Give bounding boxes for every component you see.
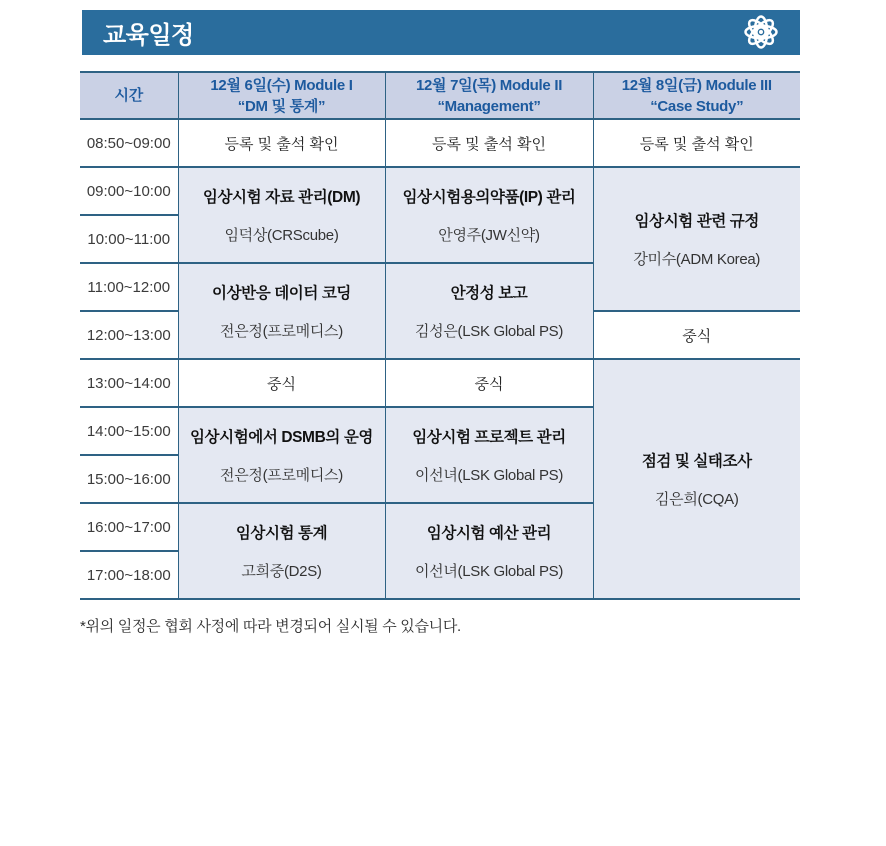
session-cell-m3-inspection (593, 359, 800, 599)
session-title: 임상시험 통계 (235, 525, 328, 542)
schedule-table (80, 71, 800, 600)
session-speaker: 고희중(D2S) (241, 563, 322, 580)
time-cell: 13:00~14:00 (80, 359, 178, 407)
day-header-date: 12월 6일(수) Module I (210, 76, 353, 94)
day-header-module2 (385, 72, 593, 119)
time-column-header: 시간 (80, 72, 178, 119)
session-title: 임상시험 예산 관리 (426, 525, 552, 542)
session-speaker: 강미수(ADM Korea) (633, 251, 761, 268)
time-cell: 12:00~13:00 (80, 311, 178, 359)
session-speaker: 안영주(JW신약) (438, 227, 540, 244)
session-title: 안정성 보고 (450, 285, 528, 302)
session-title: 점검 및 실태조사 (641, 453, 752, 470)
session-speaker: 전은정(프로메디스) (220, 467, 343, 484)
time-cell: 17:00~18:00 (80, 551, 178, 599)
session-title: 임상시험 자료 관리(DM) (202, 189, 361, 206)
session-title: 임상시험 관련 규정 (634, 213, 759, 230)
registration-cell-m3: 등록 및 출석 확인 (593, 119, 800, 167)
session-title: 임상시험에서 DSMB의 운영 (189, 429, 373, 446)
session-title: 임상시험용의약품(IP) 관리 (402, 189, 576, 206)
table-row (80, 119, 800, 167)
time-cell: 09:00~10:00 (80, 167, 178, 215)
session-cell-m1-coding (178, 263, 385, 359)
session-title: 이상반응 데이터 코딩 (212, 285, 351, 302)
session-cell-m1-dm (178, 167, 385, 263)
time-cell: 15:00~16:00 (80, 455, 178, 503)
time-cell: 14:00~15:00 (80, 407, 178, 455)
session-speaker: 이선녀(LSK Global PS) (414, 467, 564, 484)
day-header-topic: “Management” (437, 97, 541, 115)
registration-cell-m1: 등록 및 출석 확인 (178, 119, 385, 167)
session-speaker: 김성은(LSK Global PS) (414, 323, 564, 340)
session-cell-m2-ip (385, 167, 593, 263)
atom-icon (741, 12, 781, 52)
session-cell-m1-statistics (178, 503, 385, 599)
day-header-date: 12월 8일(금) Module III (621, 76, 772, 94)
session-cell-m1-dsmb (178, 407, 385, 503)
session-speaker: 이선녀(LSK Global PS) (414, 563, 564, 580)
table-row (80, 167, 800, 215)
time-cell: 16:00~17:00 (80, 503, 178, 551)
day-header-module3 (593, 72, 800, 119)
time-cell: 10:00~11:00 (80, 215, 178, 263)
lunch-cell-m2: 중식 (385, 359, 593, 407)
time-cell: 08:50~09:00 (80, 119, 178, 167)
time-cell: 11:00~12:00 (80, 263, 178, 311)
table-row (80, 359, 800, 407)
session-cell-m2-safety (385, 263, 593, 359)
registration-cell-m2: 등록 및 출석 확인 (385, 119, 593, 167)
day-header-topic: “DM 및 통계” (237, 97, 326, 115)
session-cell-m2-budget (385, 503, 593, 599)
day-header-topic: “Case Study” (650, 97, 744, 115)
session-cell-m2-project (385, 407, 593, 503)
session-title: 임상시험 프로젝트 관리 (412, 429, 566, 446)
schedule-footnote: *위의 일정은 협회 사정에 따라 변경되어 실시될 수 있습니다. (80, 618, 461, 635)
day-header-date: 12월 7일(목) Module II (415, 76, 563, 94)
lunch-cell-m1: 중식 (178, 359, 385, 407)
lunch-cell-m3: 중식 (593, 311, 800, 359)
session-speaker: 임덕상(CRScube) (224, 227, 339, 244)
session-cell-m3-regulation (593, 167, 800, 311)
page-title: 교육일정 (103, 22, 194, 49)
title-bar (82, 10, 800, 55)
table-header-row (80, 72, 800, 119)
session-speaker: 전은정(프로메디스) (220, 323, 343, 340)
day-header-module1 (178, 72, 385, 119)
session-speaker: 김은희(CQA) (654, 491, 739, 508)
